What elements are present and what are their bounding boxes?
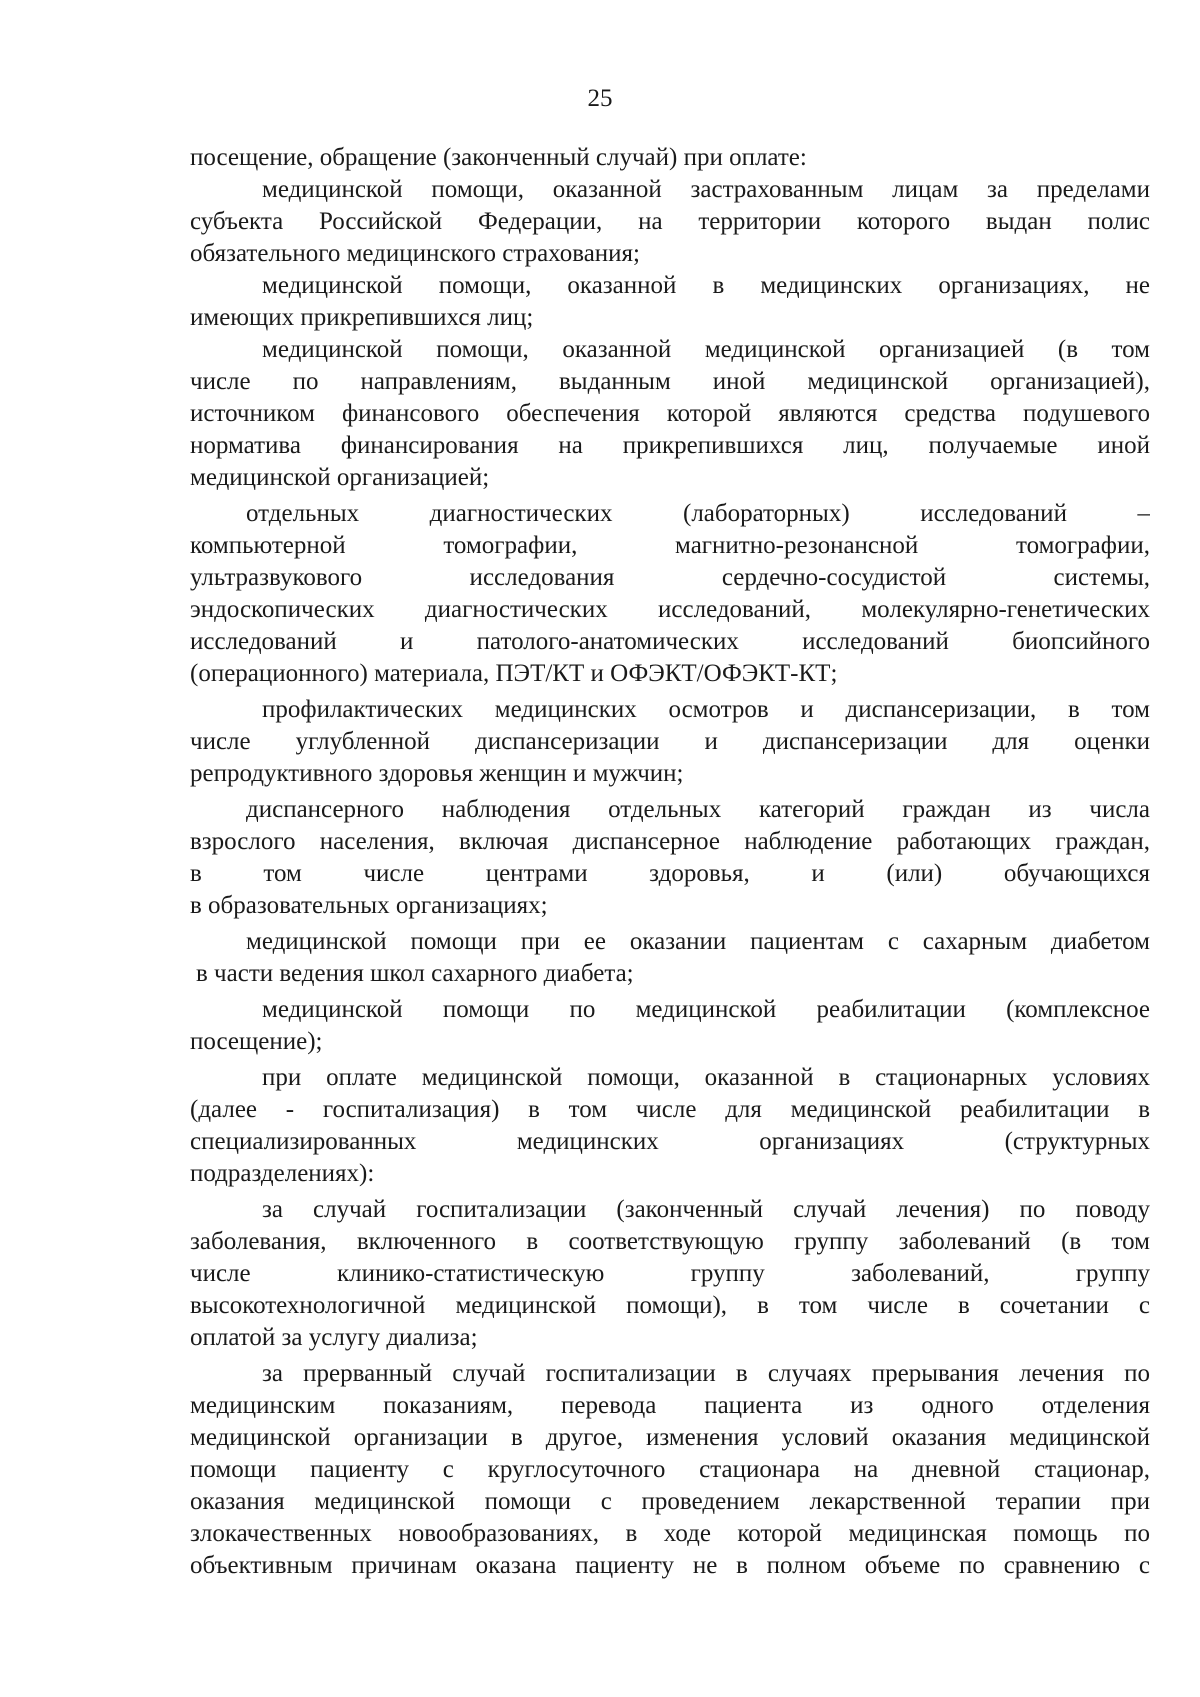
text-line: источником финансового обеспечения которой являются средства подушевого	[190, 400, 1150, 427]
text-line: в образовательных организациях;	[190, 892, 548, 919]
body-text	[190, 142, 1150, 1582]
text-line: обязательного медицинского страхования;	[190, 240, 640, 267]
text-line: помощи пациенту с круглосуточного стационара на дневной стационар,	[190, 1456, 1150, 1483]
text-line: медицинской помощи, оказанной в медицинских организациях, не	[262, 272, 1150, 299]
text-line: высокотехнологичной медицинской помощи), в том числе в сочетании с	[190, 1292, 1150, 1319]
text-line: посещение, обращение (законченный случай) при оплате:	[190, 144, 807, 171]
text-line: за прерванный случай госпитализации в случаях прерывания лечения по	[262, 1360, 1150, 1387]
text-line: объективным причинам оказана пациенту не в полном объеме по сравнению с	[190, 1552, 1150, 1579]
text-line: диспансерного наблюдения отдельных категорий граждан из числа	[246, 796, 1150, 823]
text-line: исследований и патолого-анатомических исследований биопсийного	[190, 628, 1150, 655]
text-line: (далее - госпитализация) в том числе для медицинской реабилитации в	[190, 1096, 1150, 1123]
text-line: (операционного) материала, ПЭТ/КТ и ОФЭКТ/ОФЭКТ-КТ;	[190, 660, 838, 687]
text-line: имеющих прикрепившихся лиц;	[190, 304, 534, 331]
text-line: числе по направлениям, выданным иной медицинской организацией),	[190, 368, 1150, 395]
text-line: в части ведения школ сахарного диабета;	[196, 960, 634, 987]
text-line: репродуктивного здоровья женщин и мужчин;	[190, 760, 684, 787]
text-line: медицинской помощи при ее оказании пациентам с сахарным диабетом	[246, 928, 1150, 955]
text-line: медицинской помощи, оказанной застрахованным лицам за пределами	[262, 176, 1150, 203]
text-line: посещение);	[190, 1028, 323, 1055]
text-line: оказания медицинской помощи с проведением лекарственной терапии при	[190, 1488, 1150, 1515]
text-line: эндоскопических диагностических исследований, молекулярно-генетических	[190, 596, 1150, 623]
text-line: медицинской помощи, оказанной медицинской организацией (в том	[262, 336, 1150, 363]
text-line: заболевания, включенного в соответствующую группу заболеваний (в том	[190, 1228, 1150, 1255]
text-line: взрослого населения, включая диспансерное наблюдение работающих граждан,	[190, 828, 1150, 855]
text-line: медицинской организации в другое, изменения условий оказания медицинской	[190, 1424, 1150, 1451]
text-line: специализированных медицинских организациях (структурных	[190, 1128, 1150, 1155]
page-number: 25	[587, 85, 613, 112]
text-line: за случай госпитализации (законченный случай лечения) по поводу	[262, 1196, 1150, 1223]
text-line: оплатой за услугу диализа;	[190, 1324, 478, 1351]
text-line: субъекта Российской Федерации, на территории которого выдан полис	[190, 208, 1150, 235]
text-line: числе углубленной диспансеризации и диспансеризации для оценки	[190, 728, 1150, 755]
text-line: при оплате медицинской помощи, оказанной в стационарных условиях	[262, 1064, 1150, 1091]
text-line: подразделениях):	[190, 1160, 375, 1187]
text-line: отдельных диагностических (лабораторных) исследований –	[246, 500, 1150, 527]
text-line: профилактических медицинских осмотров и диспансеризации, в том	[262, 696, 1150, 723]
text-line: медицинской организацией;	[190, 464, 490, 491]
text-line: злокачественных новообразованиях, в ходе которой медицинская помощь по	[190, 1520, 1150, 1547]
text-line: медицинской помощи по медицинской реабилитации (комплексное	[262, 996, 1150, 1023]
text-line: компьютерной томографии, магнитно-резонансной томографии,	[190, 532, 1150, 559]
text-line: ультразвукового исследования сердечно-сосудистой системы,	[190, 564, 1150, 591]
text-line: в том числе центрами здоровья, и (или) обучающихся	[190, 860, 1150, 887]
text-line: медицинским показаниям, перевода пациента из одного отделения	[190, 1392, 1150, 1419]
text-line: норматива финансирования на прикрепившихся лиц, получаемые иной	[190, 432, 1150, 459]
text-line: числе клинико-статистическую группу заболеваний, группу	[190, 1260, 1150, 1287]
